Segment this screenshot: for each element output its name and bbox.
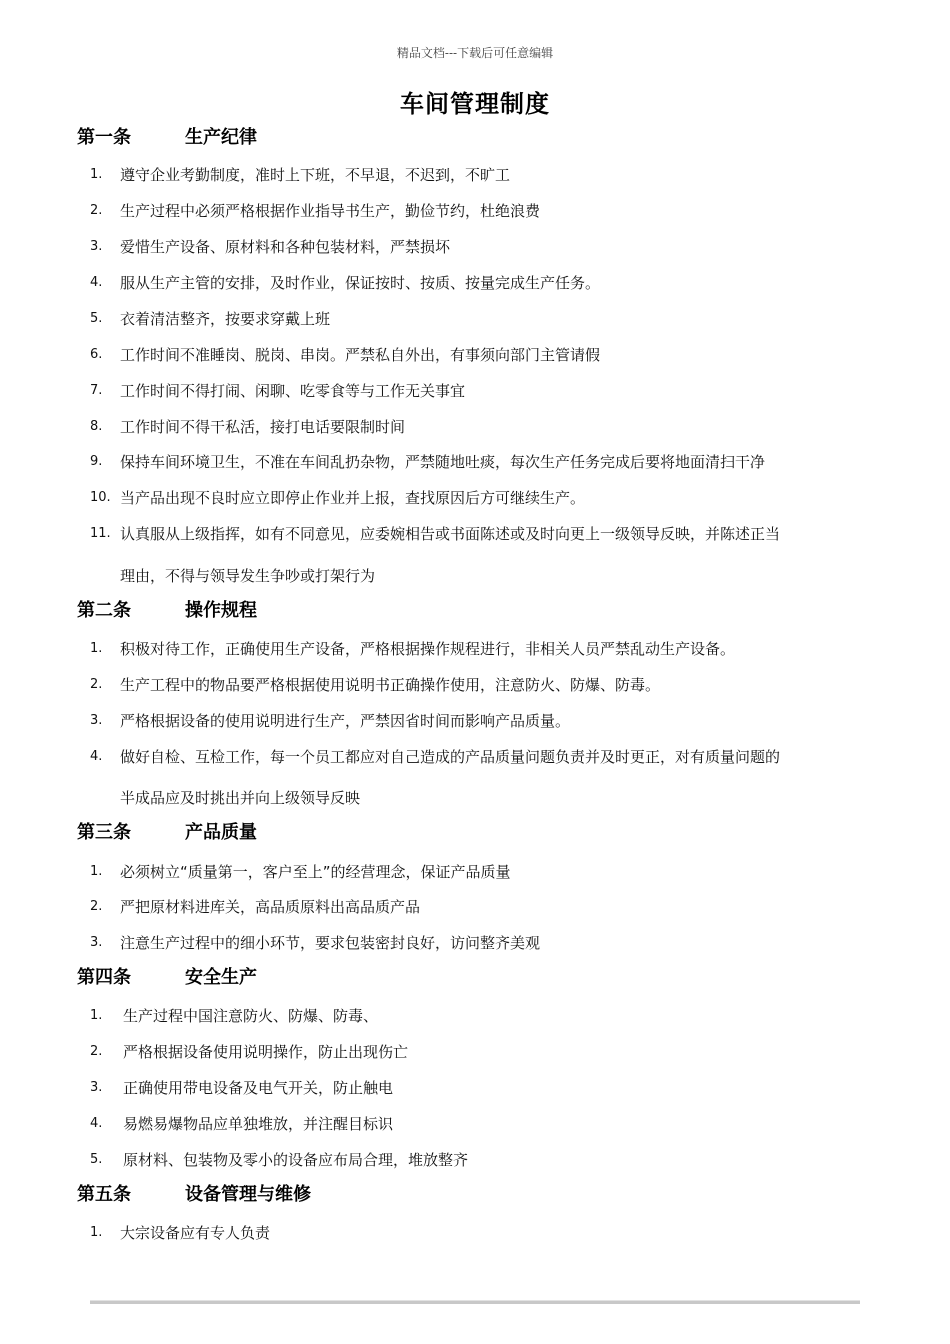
- item-number: 4.: [90, 275, 103, 290]
- section-title: 产品质量: [185, 822, 257, 843]
- item-text: 爱惜生产设备、原材料和各种包装材料，严禁损坏: [120, 238, 451, 256]
- item-number: 2.: [90, 677, 103, 692]
- item-number: 3.: [90, 713, 103, 728]
- item-text: 遵守企业考勤制度，准时上下班，不早退，不迟到，不旷工: [120, 166, 511, 184]
- item-text: 服从生产主管的安排，及时作业，保证按时、按质、按量完成生产任务。: [120, 274, 601, 292]
- item-text: 严把原材料进库关，高品质原料出高品质产品: [120, 898, 421, 916]
- item-number: 1.: [90, 167, 103, 182]
- section-title: 操作规程: [185, 600, 257, 621]
- item-text: 严格根据设备使用说明操作，防止出现伤亡: [123, 1043, 409, 1061]
- item-number: 3.: [90, 935, 103, 950]
- section-label: 第四条: [77, 967, 131, 988]
- section-title: 安全生产: [185, 967, 257, 988]
- item-text: 做好自检、互检工作，每一个员工都应对自己造成的产品质量问题负责并及时更正，对有质量问题的: [120, 748, 781, 766]
- item-text: 衣着清洁整齐，按要求穿戴上班: [120, 310, 331, 328]
- item-text: 当产品出现不良时应立即停止作业并上报，查找原因后方可继续生产。: [120, 489, 586, 507]
- section-label: 第二条: [77, 600, 131, 621]
- item-continuation: 理由，不得与领导发生争吵或打架行为: [120, 567, 376, 585]
- item-text: 工作时间不得打闹、闲聊、吃零食等与工作无关事宜: [120, 382, 466, 400]
- page-header: 精品文档---下载后可任意编辑: [396, 46, 554, 60]
- item-text: 严格根据设备的使用说明进行生产，严禁因省时间而影响产品质量。: [120, 712, 571, 730]
- item-number: 3.: [90, 239, 103, 254]
- item-number: 1.: [90, 1225, 103, 1240]
- section-title: 生产纪律: [185, 127, 257, 148]
- item-text: 必须树立“质量第一，客户至上”的经营理念，保证产品质量: [120, 863, 511, 881]
- item-number: 2.: [90, 1044, 103, 1059]
- section-heading: [77, 598, 257, 624]
- item-text: 积极对待工作，正确使用生产设备，严格根据操作规程进行，非相关人员严禁乱动生产设备。: [120, 640, 736, 658]
- item-number: 9.: [90, 454, 103, 469]
- item-number: 3.: [90, 1080, 103, 1095]
- item-number: 4.: [90, 749, 103, 764]
- section-label: 第五条: [77, 1184, 131, 1205]
- section-heading: [77, 965, 257, 991]
- item-text: 原材料、包装物及零小的设备应布局合理，堆放整齐: [123, 1151, 469, 1169]
- section-heading: [77, 820, 257, 846]
- item-text: 生产过程中国注意防火、防爆、防毒、: [123, 1007, 379, 1025]
- item-text: 认真服从上级指挥，如有不同意见，应委婉相告或书面陈述或及时向更上一级领导反映，并陈述正当: [120, 525, 781, 543]
- item-text: 易燃易爆物品应单独堆放，并注醒目标识: [123, 1115, 394, 1133]
- item-text: 正确使用带电设备及电气开关，防止触电: [123, 1079, 394, 1097]
- item-number: 7.: [90, 383, 103, 398]
- item-number: 1.: [90, 1008, 103, 1023]
- item-number: 1.: [90, 864, 103, 879]
- section-label: 第一条: [77, 127, 131, 148]
- item-text: 生产工程中的物品要严格根据使用说明书正确操作使用，注意防火、防爆、防毒。: [120, 676, 661, 694]
- item-continuation: 半成品应及时挑出并向上级领导反映: [120, 789, 361, 807]
- item-text: 保持车间环境卫生，不准在车间乱扔杂物，严禁随地吐痰，每次生产任务完成后要将地面清扫干净: [120, 453, 766, 471]
- section-heading: [77, 1182, 311, 1208]
- item-number: 2.: [90, 899, 103, 914]
- item-number: 5.: [90, 311, 103, 326]
- item-text: 工作时间不准睡岗、脱岗、串岗。严禁私自外出，有事须向部门主管请假: [120, 346, 601, 364]
- item-number: 2.: [90, 203, 103, 218]
- footer-divider: [90, 1300, 860, 1304]
- item-number: 8.: [90, 419, 103, 434]
- section-label: 第三条: [77, 822, 131, 843]
- document-title: 车间管理制度: [400, 90, 550, 118]
- item-text: 注意生产过程中的细小环节，要求包装密封良好，访问整齐美观: [120, 934, 541, 952]
- item-number: 1.: [90, 641, 103, 656]
- item-number: 5.: [90, 1152, 103, 1167]
- item-number: 4.: [90, 1116, 103, 1131]
- item-number: 11.: [90, 526, 111, 541]
- item-text: 工作时间不得干私活，接打电话要限制时间: [120, 418, 406, 436]
- item-number: 6.: [90, 347, 103, 362]
- item-text: 生产过程中必须严格根据作业指导书生产，勤俭节约，杜绝浪费: [120, 202, 541, 220]
- section-heading: [77, 125, 257, 151]
- item-text: 大宗设备应有专人负责: [120, 1224, 271, 1242]
- section-title: 设备管理与维修: [185, 1184, 311, 1205]
- item-number: 10.: [90, 490, 111, 505]
